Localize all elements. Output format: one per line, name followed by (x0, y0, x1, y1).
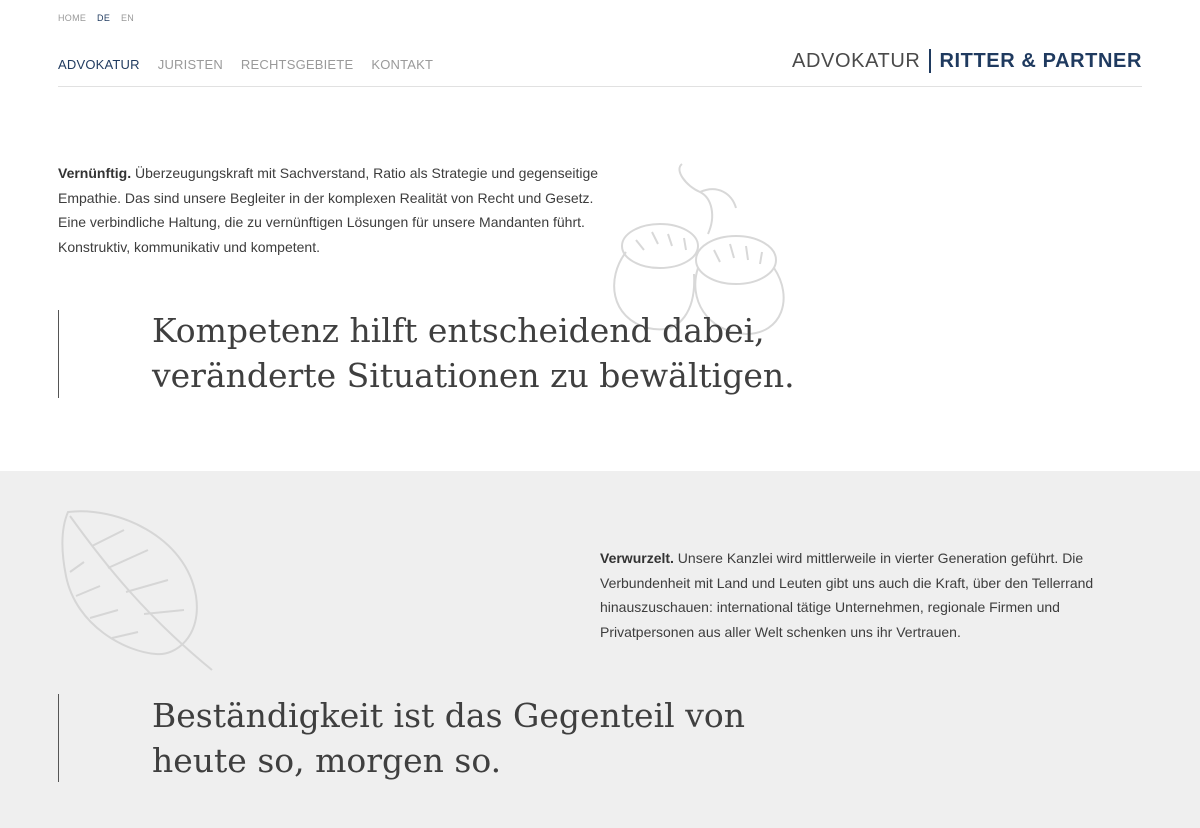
home-link[interactable]: HOME (58, 13, 87, 23)
paragraph-verwurzelt (600, 546, 1150, 644)
logo-advokatur: ADVOKATUR (792, 49, 921, 72)
site-logo[interactable] (792, 49, 1142, 73)
nav-item-kontakt[interactable]: KONTAKT (371, 57, 434, 72)
paragraph-body: Überzeugungskraft mit Sachverstand, Ratio als Strategie und gegenseitige Empathie. Das sind unsere Begleiter in der komplexen Realität von Recht und Gesetz. Eine verbindliche Haltung, die zu vernünftigen Lösungen für unsere Mandanten führt. Konstruktiv, kommunikativ und kompetent. (58, 165, 599, 255)
header-divider (58, 86, 1142, 87)
quote-kompetenz (152, 308, 852, 398)
quote-line: Beständigkeit ist das Gegenteil von (152, 696, 745, 735)
quote-bestaendigkeit (152, 693, 852, 783)
paragraph-vernuenftig (58, 161, 613, 259)
nav-item-rechtsgebiete[interactable]: RECHTSGEBIETE (240, 57, 354, 72)
quote-bar (58, 694, 59, 782)
logo-separator (929, 49, 931, 73)
paragraph-body: Unsere Kanzlei wird mittlerweile in vierter Generation geführt. Die Verbundenheit mit Land und Leuten gibt uns auch die Kraft, über den Tellerrand hinauszuschauen: international tätige Unternehmen, regionale Firmen und Privatpersonen aus aller Welt schenken uns ihr Vertrauen. (600, 550, 1094, 640)
main-nav (58, 57, 433, 72)
nav-item-juristen[interactable]: JURISTEN (157, 57, 223, 72)
paragraph-lead: Vernünftig. (58, 165, 132, 181)
language-bar (58, 13, 142, 23)
quote-bar (58, 310, 59, 398)
paragraph-lead: Verwurzelt. (600, 550, 674, 566)
leaf-icon (56, 506, 216, 672)
language-en[interactable]: EN (120, 13, 135, 23)
logo-firm-name: RITTER & PARTNER (939, 49, 1142, 72)
nav-item-advokatur[interactable]: ADVOKATUR (58, 57, 140, 72)
quote-line: heute so, morgen so. (152, 741, 502, 780)
quote-line: Kompetenz hilft entscheidend dabei, (152, 311, 765, 350)
language-de[interactable]: DE (97, 13, 111, 23)
quote-line: veränderte Situationen zu bewältigen. (152, 356, 795, 395)
